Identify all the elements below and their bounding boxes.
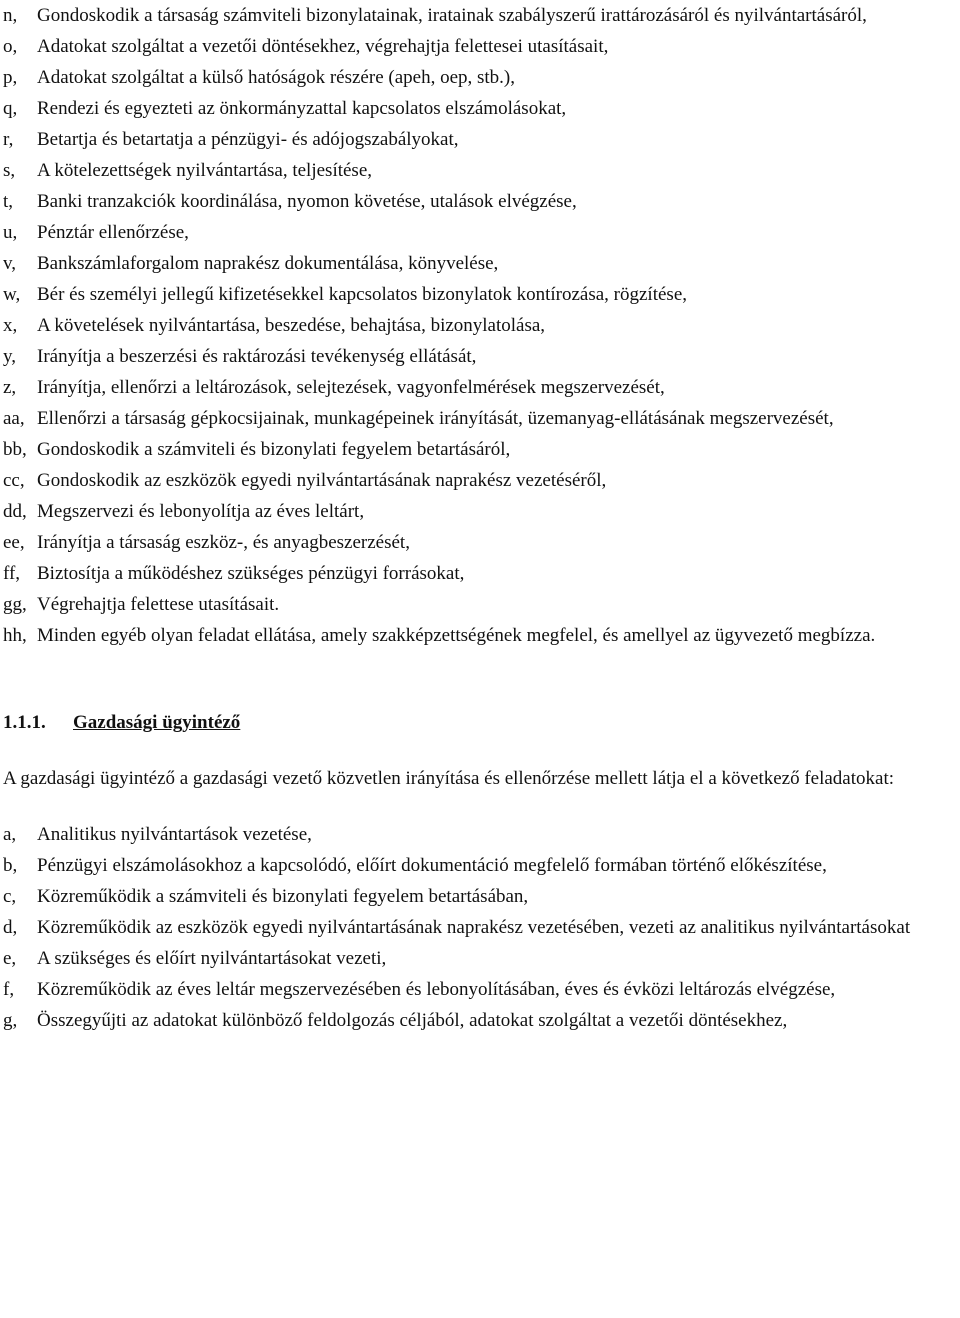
list-item-text: Végrehajtja felettese utasításait. (37, 594, 280, 615)
list-item (3, 881, 958, 912)
section-title: Gazdasági ügyintéző (73, 712, 241, 733)
list-item (3, 155, 958, 186)
list-item-text: Bér és személyi jellegű kifizetésekkel kapcsolatos bizonylatok kontírozása, rögzítése, (37, 284, 687, 305)
list-item (3, 0, 958, 31)
list-marker: r, (3, 129, 14, 150)
list-item (3, 62, 958, 93)
list-item-text: Gondoskodik az eszközök egyedi nyilvántartásának naprakész vezetéséről, (37, 470, 607, 491)
list-item (3, 465, 958, 496)
list-item (3, 819, 958, 850)
list-item (3, 124, 958, 155)
list-item (3, 403, 958, 434)
list-marker: cc, (3, 470, 25, 491)
list-item-text: Összegyűjti az adatokat különböző feldolgozás céljából, adatokat szolgáltat a vezetői döntésekhez, (37, 1010, 788, 1031)
list-marker: s, (3, 160, 16, 181)
list-item-text: Irányítja a társaság eszköz-, és anyagbeszerzését, (37, 532, 410, 553)
list-item-text: Rendezi és egyezteti az önkormányzattal kapcsolatos elszámolásokat, (37, 98, 567, 119)
section-heading (3, 707, 958, 738)
list-marker: f, (3, 979, 15, 1000)
list-marker: a, (3, 824, 17, 845)
list-item (3, 310, 958, 341)
list-item-text: Banki tranzakciók koordinálása, nyomon követése, utalások elvégzése, (37, 191, 577, 212)
list-item-text: Adatokat szolgáltat a külső hatóságok részére (apeh, oep, stb.), (37, 67, 516, 88)
list-item-text: Pénzügyi elszámolásokhoz a kapcsolódó, előírt dokumentáció megfelelő formában történő előkészítése, (37, 855, 827, 876)
list-marker: o, (3, 36, 18, 57)
list-item-text: Biztosítja a működéshez szükséges pénzügyi forrásokat, (37, 563, 465, 584)
list-item (3, 1005, 958, 1036)
list-item-text: Közreműködik a számviteli és bizonylati fegyelem betartásában, (37, 886, 529, 907)
list-item (3, 558, 958, 589)
list-item (3, 850, 958, 881)
list-item (3, 186, 958, 217)
list-item (3, 943, 958, 974)
list-item-text: Minden egyéb olyan feladat ellátása, amely szakképzettségének megfelel, és amellyel az ügyvezető megbízza. (37, 625, 876, 646)
intro-paragraph: A gazdasági ügyintéző a gazdasági vezető közvetlen irányítása és ellenőrzése mellett látja el a következő feladatokat: (3, 768, 895, 789)
list-item-text: Irányítja a beszerzési és raktározási tevékenység ellátását, (37, 346, 477, 367)
list-item (3, 31, 958, 62)
list-item-text: A szükséges és előírt nyilvántartásokat vezeti, (37, 948, 387, 969)
list-marker: hh, (3, 625, 27, 646)
list-item-text: Analitikus nyilvántartások vezetése, (37, 824, 312, 845)
list-item (3, 279, 958, 310)
list-item-text: Bankszámlaforgalom naprakész dokumentálása, könyvelése, (37, 253, 499, 274)
list-marker: bb, (3, 439, 27, 460)
list-item (3, 527, 958, 558)
list-item (3, 974, 958, 1005)
list-marker: ff, (3, 563, 21, 584)
list-item (3, 434, 958, 465)
list-item-text: Pénztár ellenőrzése, (37, 222, 189, 243)
list-item-text: Gondoskodik a társaság számviteli bizonylatainak, iratainak szabályszerű irattározásáról és nyilvántartásáról, (37, 5, 867, 26)
section-number: 1.1.1. (3, 712, 46, 733)
list-item-text: Ellenőrzi a társaság gépkocsijainak, munkagépeinek irányítását, üzemanyag-ellátásának megszervezését, (37, 408, 834, 429)
list-item (3, 589, 958, 620)
list-item (3, 341, 958, 372)
list-item (3, 620, 958, 651)
list-marker: c, (3, 886, 17, 907)
list-marker: y, (3, 346, 17, 367)
list-item-text: Gondoskodik a számviteli és bizonylati fegyelem betartásáról, (37, 439, 511, 460)
list-marker: aa, (3, 408, 25, 429)
list-marker: b, (3, 855, 18, 876)
list-marker: ee, (3, 532, 25, 553)
list-marker: g, (3, 1010, 18, 1031)
list-marker: v, (3, 253, 17, 274)
list-item (3, 217, 958, 248)
list-marker: u, (3, 222, 18, 243)
list-marker: d, (3, 917, 18, 938)
list-item-text: Közreműködik az eszközök egyedi nyilvántartásának naprakész vezetésében, vezeti az analitikus nyilvántartásokat (37, 917, 911, 938)
list-marker: gg, (3, 594, 27, 615)
list-marker: n, (3, 5, 18, 26)
list-item-text: A kötelezettségek nyilvántartása, teljesítése, (37, 160, 373, 181)
list-marker: x, (3, 315, 18, 336)
task-list-bottom (3, 819, 958, 1036)
list-item-text: A követelések nyilvántartása, beszedése, behajtása, bizonylatolása, (37, 315, 546, 336)
list-item (3, 496, 958, 527)
list-marker: t, (3, 191, 14, 212)
list-marker: dd, (3, 501, 27, 522)
list-item-text: Irányítja, ellenőrzi a leltározások, selejtezések, vagyonfelmérések megszervezését, (37, 377, 665, 398)
list-marker: e, (3, 948, 17, 969)
list-item-text: Megszervezi és lebonyolítja az éves leltárt, (37, 501, 365, 522)
list-item (3, 372, 958, 403)
list-item-text: Közreműködik az éves leltár megszervezésében és lebonyolításában, éves és évközi leltározás elvégzése, (37, 979, 836, 1000)
list-marker: w, (3, 284, 21, 305)
list-item (3, 93, 958, 124)
list-marker: z, (3, 377, 17, 398)
list-item (3, 912, 958, 943)
list-marker: q, (3, 98, 18, 119)
list-item-text: Adatokat szolgáltat a vezetői döntésekhez, végrehajtja felettesei utasításait, (37, 36, 609, 57)
list-item (3, 248, 958, 279)
list-marker: p, (3, 67, 18, 88)
list-item-text: Betartja és betartatja a pénzügyi- és adójogszabályokat, (37, 129, 459, 150)
task-list-top (3, 0, 958, 651)
